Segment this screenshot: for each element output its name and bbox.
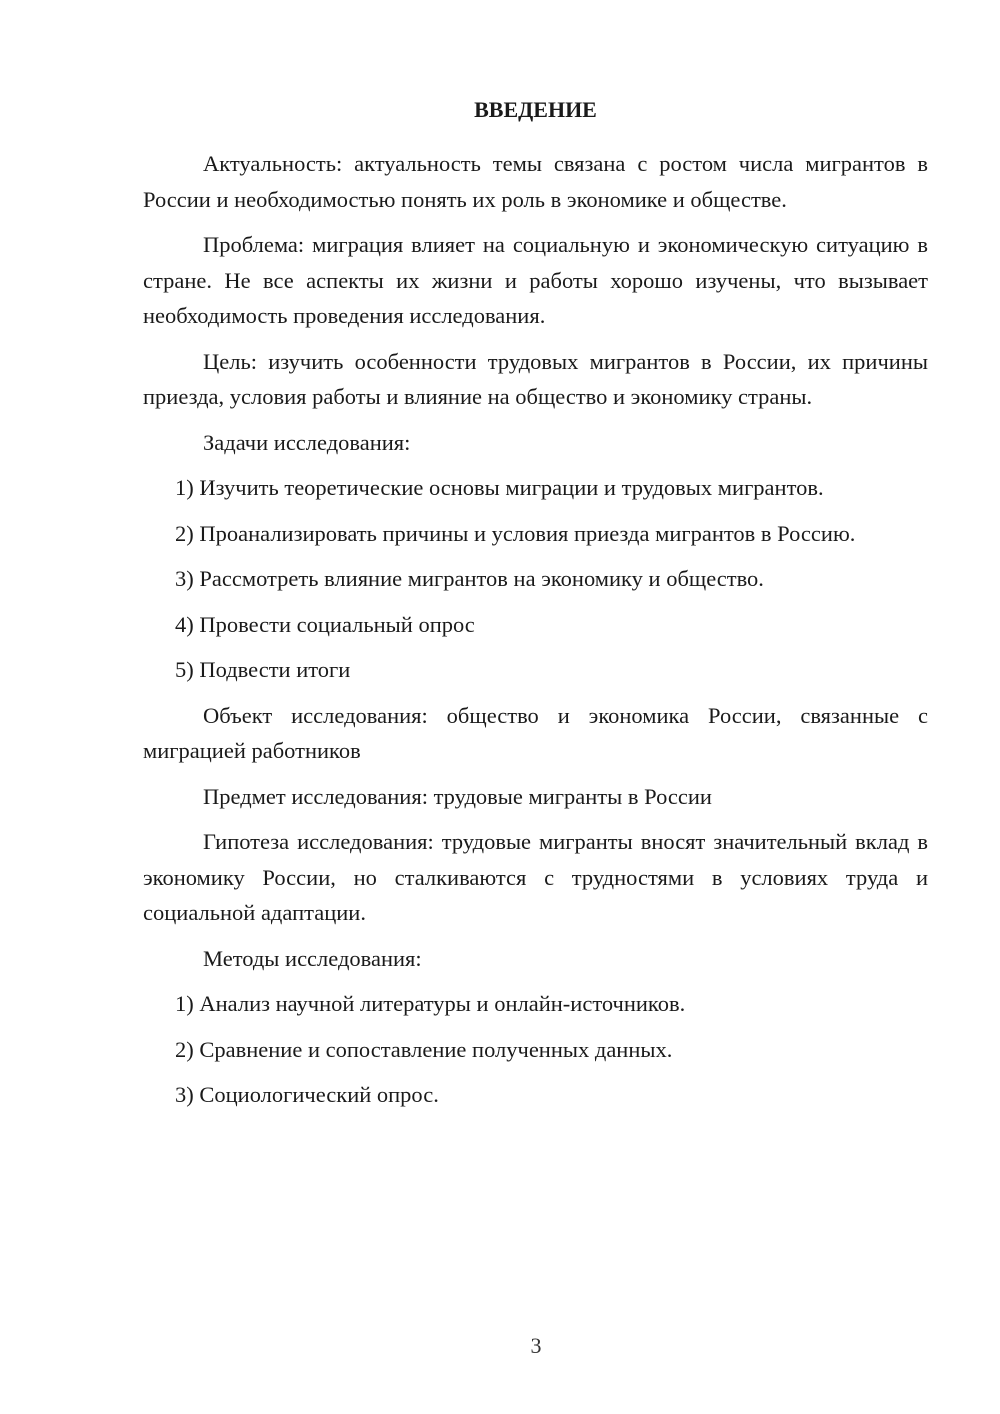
method-item-2: 2) Сравнение и сопоставление полученных данных.: [175, 1036, 673, 1062]
object-paragraph: Объект исследования: общество и экономика России, связанные с миграцией работников: [143, 702, 928, 763]
problem-paragraph: Проблема: миграция влияет на социальную и экономическую ситуацию в стране. Не все аспекты их жизни и работы хорошо изучены, что вызывает необходимость проведения исследования.: [143, 232, 928, 328]
task-item-1: 1) Изучить теоретические основы миграции и трудовых мигрантов.: [175, 475, 824, 500]
task-item-2: 2) Проанализировать причины и условия приезда мигрантов в Россию.: [175, 520, 856, 546]
subject-paragraph: Предмет исследования: трудовые мигранты в России: [203, 783, 712, 809]
section-title: ВВЕДЕНИЕ: [474, 97, 597, 122]
method-item-1: 1) Анализ научной литературы и онлайн-источников.: [175, 991, 686, 1016]
relevance-paragraph: Актуальность: актуальность темы связана с ростом числа мигрантов в России и необходимостью понять их роль в экономике и обществе.: [143, 151, 928, 212]
method-item-3: 3) Социологический опрос.: [175, 1082, 439, 1107]
methods-heading: Методы исследования:: [203, 945, 422, 971]
tasks-heading: Задачи исследования:: [203, 429, 411, 455]
task-item-5: 5) Подвести итоги: [175, 657, 351, 682]
task-item-4: 4) Провести социальный опрос: [175, 611, 475, 637]
goal-paragraph: Цель: изучить особенности трудовых мигрантов в России, их причины приезда, условия работы и влияние на общество и экономику страны.: [143, 348, 928, 409]
hypothesis-paragraph: Гипотеза исследования: трудовые мигранты вносят значительный вклад в экономику России, но сталкиваются с трудностями в условиях труда и социальной адаптации.: [143, 829, 928, 925]
document-page: [143, 92, 928, 1123]
task-item-3: 3) Рассмотреть влияние мигрантов на экономику и общество.: [175, 566, 764, 591]
page-number: 3: [530, 1333, 542, 1358]
